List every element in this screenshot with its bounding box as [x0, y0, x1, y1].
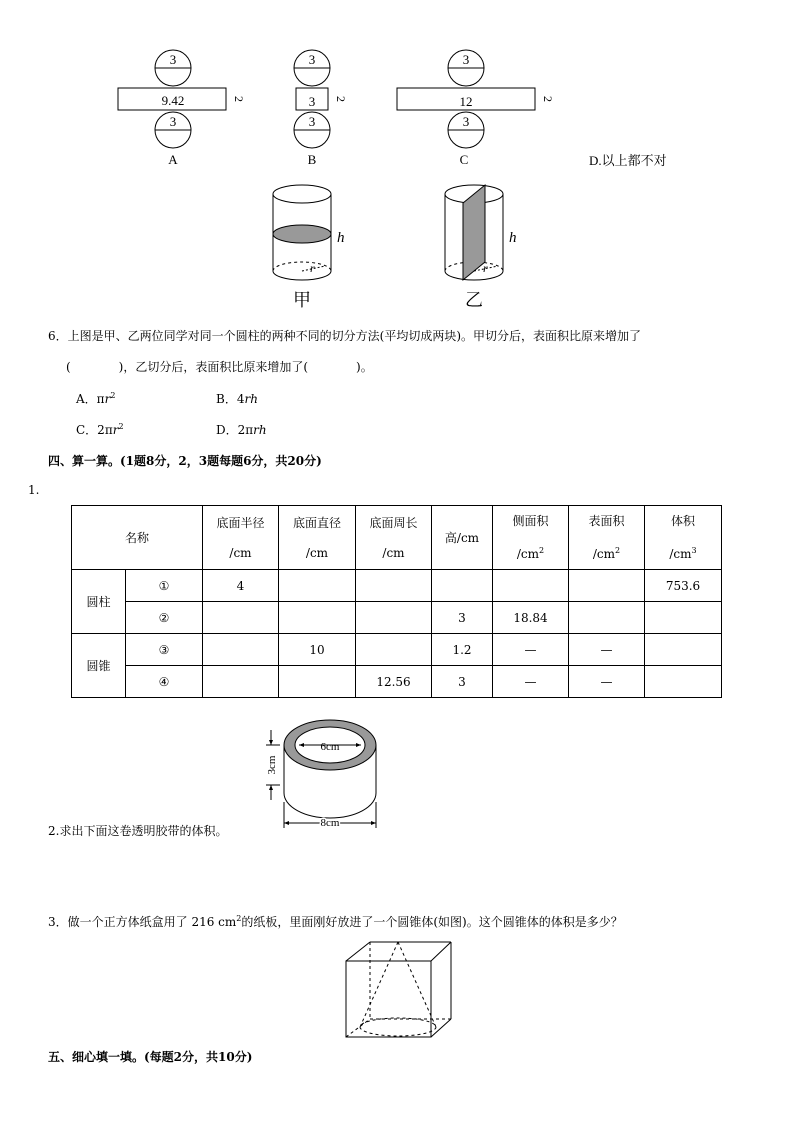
- q3-text: 3．做一个正方体纸盒用了 216 $cm^2$的纸板，里面刚好放进了一个圆锥体(如图)。这个圆锥体的体积是多少？: [48, 914, 623, 929]
- cylinder-yi-caption: 乙: [465, 290, 483, 310]
- header-volume: 体积 $/cm^3$: [645, 506, 722, 570]
- table-row: [72, 666, 722, 698]
- net-a-top: 3: [169, 52, 177, 67]
- q6-line2: ( )，乙切分后，表面积比原来增加了( )。: [66, 360, 373, 374]
- q6-option-c: [76, 421, 124, 438]
- q2-text: 2.求出下面这卷透明胶带的体积。: [48, 824, 228, 838]
- row-id: ②: [126, 602, 203, 634]
- table-row: [72, 570, 722, 602]
- cell-diameter: 10: [279, 634, 356, 666]
- cell-surface: —: [569, 634, 645, 666]
- cylinder-yi-r: r: [483, 261, 488, 275]
- q6-option-c-prefix: C．2π: [76, 423, 113, 437]
- header-diameter: 底面直径 /cm: [279, 506, 356, 570]
- table-header-row: [72, 506, 722, 570]
- cell-height: 1.2: [432, 634, 493, 666]
- q6-option-a: [76, 390, 115, 407]
- cell-surface: [569, 602, 645, 634]
- cylinder-jia-r: r: [310, 261, 315, 275]
- cell-lateral: —: [493, 634, 569, 666]
- net-a-rect: 9.42: [161, 93, 185, 108]
- q6-option-c-var: r: [112, 423, 119, 437]
- cell-lateral: 18.84: [493, 602, 569, 634]
- cell-volume: [645, 634, 722, 666]
- net-c: [397, 50, 555, 167]
- table-row: [72, 634, 722, 666]
- net-a: [118, 50, 246, 167]
- net-a-bottom: 3: [169, 114, 177, 129]
- net-b-side: 2: [334, 96, 348, 102]
- cylinder-jia: [273, 185, 345, 310]
- cell-circumference: [356, 602, 432, 634]
- cylinder-diagrams: [240, 175, 560, 315]
- header-radius: 底面半径 /cm: [203, 506, 279, 570]
- net-c-bottom: 3: [462, 114, 470, 129]
- q6-line1: 6．上图是甲、乙两位同学对同一个圆柱的两种不同的切分方法(平均切成两块)。甲切分后，表面积比原来增加了: [48, 329, 642, 343]
- section4-title: 四、算一算。(1题8分，2，3题每题6分，共20分): [48, 454, 322, 468]
- group-cone: 圆锥: [72, 634, 126, 698]
- net-b-label: B: [307, 152, 317, 167]
- net-b-top: 3: [308, 52, 316, 67]
- row-id: ④: [126, 666, 203, 698]
- cell-diameter: [279, 570, 356, 602]
- cell-radius: [203, 634, 279, 666]
- header-surface: 表面积 $/cm^2$: [569, 506, 645, 570]
- cell-lateral: —: [493, 666, 569, 698]
- cell-volume: 753.6: [645, 570, 722, 602]
- calc-table: [71, 505, 722, 698]
- table-row: [72, 602, 722, 634]
- header-name: 名称: [72, 506, 203, 570]
- tape-outer-label: 8cm: [320, 817, 340, 829]
- net-a-side: 2: [232, 96, 246, 102]
- q6-option-b-var: rh: [244, 392, 258, 406]
- net-b-bottom: 3: [308, 114, 316, 129]
- group-cylinder: 圆柱: [72, 570, 126, 634]
- net-c-rect: 12: [459, 94, 473, 109]
- net-c-label: C: [459, 152, 469, 167]
- q1-label: 1.: [28, 483, 40, 497]
- cell-circumference: [356, 634, 432, 666]
- cylinder-yi: [445, 185, 517, 310]
- cube-cone-diagram: [340, 937, 460, 1042]
- cylinder-jia-caption: 甲: [293, 290, 311, 310]
- header-circumference: 底面周长 /cm: [356, 506, 432, 570]
- q6-option-d: [216, 421, 267, 438]
- cell-volume: [645, 602, 722, 634]
- cell-diameter: [279, 602, 356, 634]
- tape-inner-label: 6cm: [320, 741, 340, 753]
- cell-circumference: 12.56: [356, 666, 432, 698]
- net-c-top: 3: [462, 52, 470, 67]
- cell-diameter: [279, 666, 356, 698]
- section5-title: 五、细心填一填。(每题2分，共10分): [48, 1050, 253, 1064]
- cylinder-yi-h: h: [509, 230, 517, 246]
- cell-radius: [203, 602, 279, 634]
- cell-lateral: [493, 570, 569, 602]
- cell-height: [432, 570, 493, 602]
- cell-radius: 4: [203, 570, 279, 602]
- header-lateral: 侧面积 $/cm^2$: [493, 506, 569, 570]
- cell-circumference: [356, 570, 432, 602]
- cell-surface: —: [569, 666, 645, 698]
- net-diagrams: [0, 0, 794, 175]
- q6-option-a-prefix: A．π: [76, 392, 105, 406]
- row-id: ①: [126, 570, 203, 602]
- q6-option-b: [216, 390, 258, 407]
- cell-radius: [203, 666, 279, 698]
- q6-option-a-exp: 2: [110, 391, 116, 400]
- net-b-rect: 3: [308, 94, 316, 109]
- net-c-side: 2: [541, 96, 555, 102]
- q6-option-d-prefix: D．2π: [216, 423, 254, 437]
- cell-surface: [569, 570, 645, 602]
- q6-option-a-var: r: [104, 392, 111, 406]
- row-id: ③: [126, 634, 203, 666]
- cylinder-jia-h: h: [337, 230, 345, 246]
- net-a-label: A: [168, 152, 178, 167]
- cell-volume: [645, 666, 722, 698]
- q6-option-d-var: rh: [253, 423, 267, 437]
- q6-option-c-exp: 2: [118, 422, 124, 431]
- cell-height: 3: [432, 666, 493, 698]
- option-d-label: D.以上都不对: [589, 153, 667, 168]
- cell-height: 3: [432, 602, 493, 634]
- tape-roll-diagram: [255, 710, 395, 835]
- header-height: 高/cm: [432, 506, 493, 570]
- net-b: [294, 50, 348, 167]
- tape-height-label: 3cm: [266, 755, 278, 775]
- q6-option-b-prefix: B．4: [216, 392, 245, 406]
